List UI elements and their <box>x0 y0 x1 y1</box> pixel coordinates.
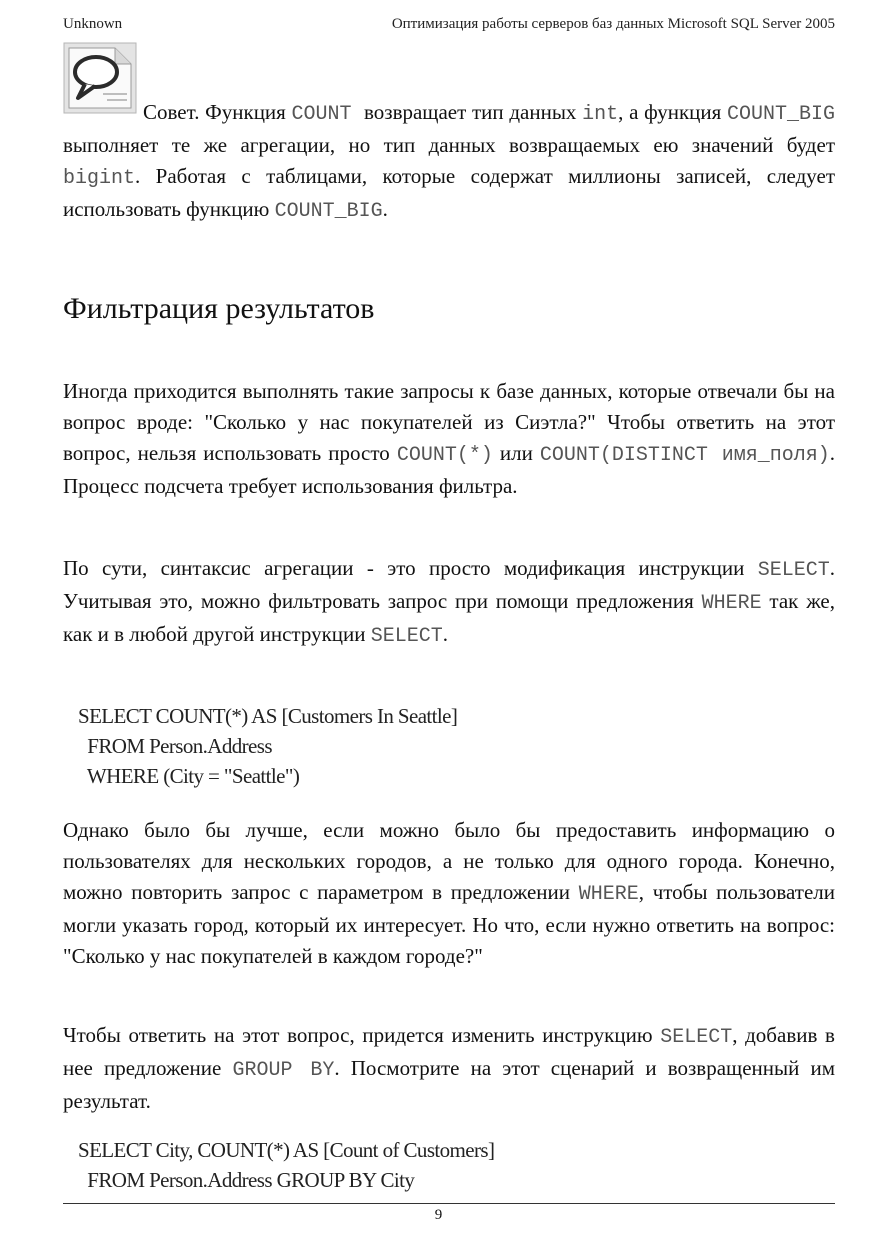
code-int: int <box>582 103 619 126</box>
code-bigint: bigint <box>63 167 136 190</box>
code-line: SELECT City, COUNT(*) AS [Count of Customers] <box>78 1138 495 1162</box>
running-header-left: Unknown <box>63 16 123 32</box>
code-count-big: COUNT_BIG <box>274 200 383 223</box>
code-count: COUNT <box>291 103 364 126</box>
code-line: WHERE (City = "Seattle") <box>78 764 300 788</box>
code-line: FROM Person.Address <box>78 734 272 758</box>
footer-divider <box>63 1203 835 1204</box>
body-paragraph-4: Чтобы ответить на этот вопрос, придется изменить инструкцию SELECT, добавив в нее предложение GROUP BY. Посмотрите на этот сценарий и возвращенный им результат. <box>63 1023 836 1113</box>
code-where: WHERE <box>701 592 762 615</box>
code-select: SELECT <box>660 1026 733 1049</box>
running-header-right: Оптимизация работы серверов баз данных Microsoft SQL Server 2005 <box>391 16 835 32</box>
code-line: SELECT COUNT(*) AS [Customers In Seattle] <box>78 704 458 728</box>
code-count-distinct: COUNT(DISTINCT имя_поля) <box>539 444 830 467</box>
code-count-big: COUNT_BIG <box>726 103 836 126</box>
section-heading: Фильтрация результатов <box>63 292 375 325</box>
tip-text: Совет. Функция <box>143 100 292 124</box>
code-block-1 <box>78 701 457 791</box>
code-where: WHERE <box>578 883 639 906</box>
body-paragraph-2: По сути, синтаксис агрегации - это просто модификация инструкции SELECT. Учитывая это, можно фильтровать запрос при помощи предложения WHERE так же, как и в любой другой инструкции SELECT. <box>63 556 835 648</box>
body-paragraph-1: Иногда приходится выполнять такие запросы к базе данных, которые отвечали бы на вопрос вроде: "Сколько у нас покупателей из Сиэтла?" Чтобы ответить на этот вопрос, нельзя использовать просто COUNT(*) или COUNT(DISTINCT имя_поля). Процесс подсчета требует использования фильтра. <box>63 379 836 498</box>
tip-paragraph: Совет. Функция COUNT возвращает тип данных int, а функция COUNT_BIG выполняет те же агрегации, но тип данных возвращаемых ею значений будет bigint. Работая с таблицами, которые содержат миллионы записей, следует использовать функцию COUNT_BIG. <box>63 100 836 223</box>
code-group-by: GROUP BY <box>232 1059 335 1082</box>
code-select: SELECT <box>757 559 830 582</box>
code-count-star: COUNT(*) <box>396 444 493 467</box>
code-select: SELECT <box>370 625 443 648</box>
code-block-2 <box>78 1135 494 1195</box>
code-line: FROM Person.Address GROUP BY City <box>78 1168 415 1192</box>
body-paragraph-3: Однако было бы лучше, если можно было бы предоставить информацию о пользователях для нескольких городов, а не только для одного города. Конечно, можно повторить запрос с параметром в предложении WHERE, чтобы пользователи могли указать город, который их интересует. Но что, если нужно ответить на вопрос: "Сколько у нас покупателей в каждом городе?" <box>63 818 835 968</box>
page-number: 9 <box>434 1207 443 1223</box>
